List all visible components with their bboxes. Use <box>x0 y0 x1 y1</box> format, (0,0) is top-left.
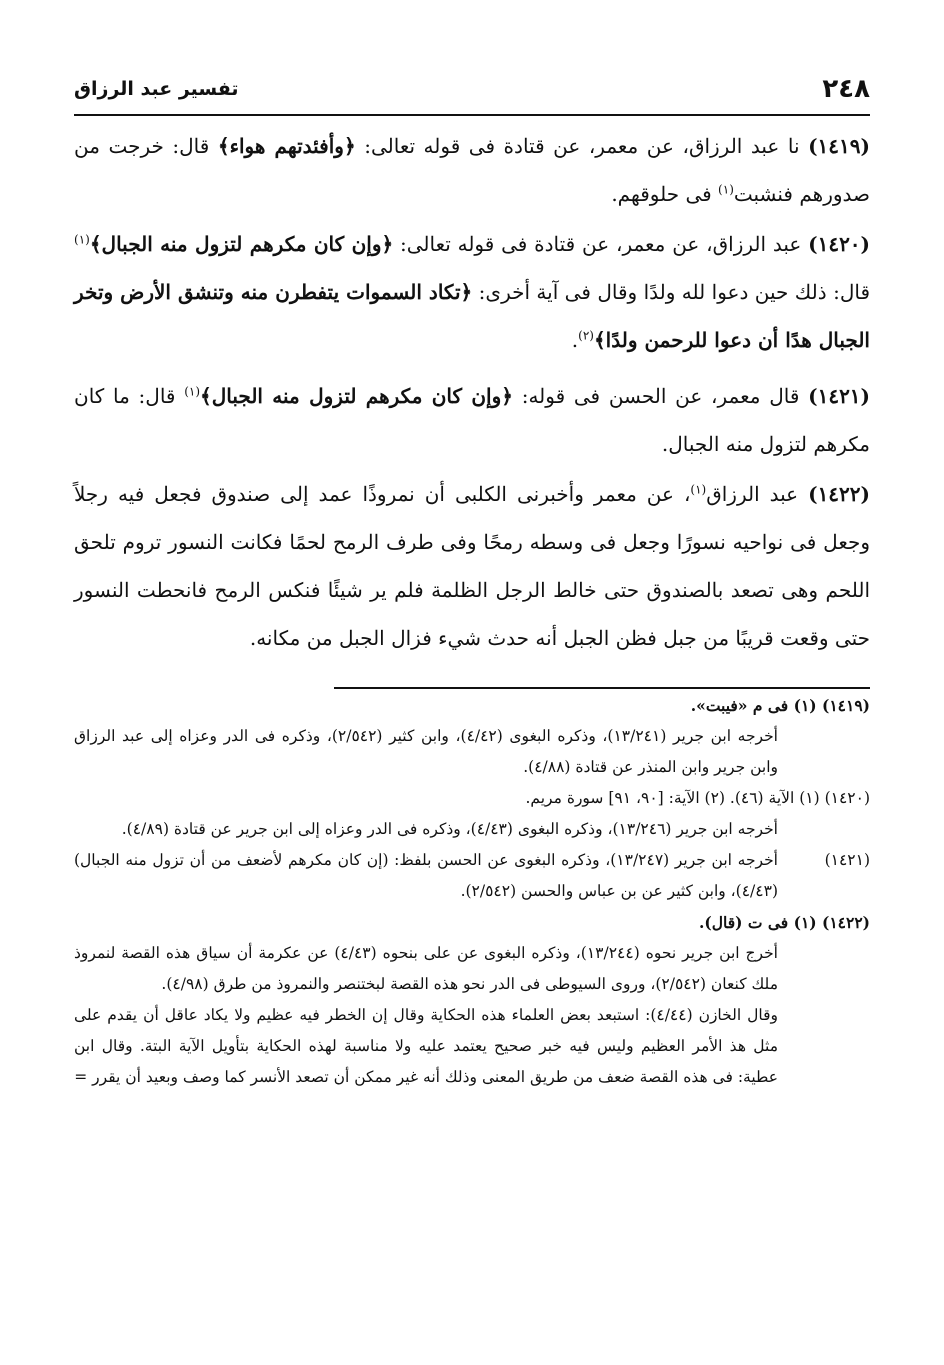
footnote-1421-body: أخرجه ابن جرير (١٣/٢٤٧)، وذكره البغوى عن الحسن بلفظ: (إن كان مكرهم لأضعف من أن تزول منه الجبال) (٤/٤٣)، وابن كثير عن بن عباس والحسن (٢/٥٤٢). <box>74 851 778 900</box>
footnote-1420-head: (١٤٢٠) (١) الآية (٤٦). (٢) الآية: [٩٠، ٩١] سورة مريم. <box>525 789 870 807</box>
entry-text: عبد الرزاق، عن معمر، عن قتادة فى قوله تعالى: <box>393 232 809 256</box>
entry-text: . <box>571 328 579 352</box>
footnote-1421-label: (١٤٢١) <box>824 851 870 869</box>
footnote-marker: (٢) <box>578 328 594 343</box>
footnotes-rule <box>334 687 870 689</box>
footnote-1419-body: أخرجه ابن جرير (١٣/٢٤١)، وذكره البغوى (٤/٤٢)، وابن كثير (٢/٥٤٢)، وذكره فى الدر وعزاه إلى عبد الرزاق وابن جرير وابن المنذر عن قتادة (٤/٨٨). <box>74 727 778 776</box>
quran-quote: ﴿تكاد السموات يتفطرن منه وتنشق الأرض وتخر الجبال هدًا أن دعوا للرحمن ولدًا﴾ <box>74 280 870 352</box>
footnote-1421 <box>74 845 870 907</box>
entry-number: (١٤٢١) <box>808 384 871 408</box>
footnote-marker: (١) <box>718 182 734 197</box>
running-title: تفسير عبد الرزاق <box>74 78 239 100</box>
entry-text: قال معمر، عن الحسن فى قوله: <box>513 384 809 408</box>
entry-text: قال: خرجت من صدورهم فنشبت <box>74 134 870 206</box>
entry-text: عبد الرزاق <box>706 482 809 506</box>
main-text <box>74 122 870 670</box>
page-header <box>74 72 870 112</box>
quran-quote: ﴿وإن كان مكرهم لتزول منه الجبال﴾ <box>89 232 394 256</box>
footnotes <box>74 690 870 1093</box>
entry-1419 <box>74 122 870 218</box>
footnote-1420-body: أخرجه ابن جرير (١٣/٢٤٦)، وذكره البغوى (٤/٤٣)، وذكره فى الدر وعزاه إلى ابن جرير عن قتادة (٤/٨٩). <box>121 820 778 838</box>
footnote-marker: (١) <box>690 482 707 497</box>
entry-text: قال: ذلك حين دعوا لله ولدًا وقال فى آية أخرى: <box>472 280 870 304</box>
entry-number: (١٤١٩) <box>808 134 870 158</box>
page-number: ٢٤٨ <box>822 74 870 104</box>
footnote-marker: (١) <box>74 232 90 247</box>
entry-1422 <box>74 470 870 662</box>
quran-quote: ﴿وأفئدتهم هواء﴾ <box>217 134 356 158</box>
header-rule <box>74 114 870 116</box>
entry-number: (١٤٢٠) <box>808 232 871 256</box>
entry-text: نا عبد الرزاق، عن معمر، عن قتادة فى قوله تعالى: <box>355 134 809 158</box>
quran-quote: ﴿وإن كان مكرهم لتزول منه الجبال﴾ <box>200 384 513 408</box>
entry-text: ، عن معمر وأخبرنى الكلبى أن نمروذًا عمد إلى صندوق فجعل فيه رجلاً وجعل فى نواحيه نسورًا وجعل فى وسطه رمحًا وفى طرف الرمح لحمًا فكانت النسور تروم تلحق اللحم وهى تصعد بالصندوق حتى خالط الرجل الظلمة فلم ير شيئًا فنكس الرمح فانحطت النسور حتى وقعت قريبًا من جبل فظن الجبل أنه حدث شيء فزال الجبل من مكانه. <box>74 482 870 650</box>
entry-1420 <box>74 220 870 364</box>
footnote-1419-head: (١٤١٩) (١) فى م «فيبت». <box>690 696 870 715</box>
entry-1421 <box>74 372 870 468</box>
footnote-1422-body: أخرج ابن جرير نحوه (١٣/٢٤٤)، وذكره البغوى عن على بنحوه (٤/٤٣) عن عكرمة أن سياق هذه القصة لنمروذ ملك كنعان (٢/٥٤٢)، وروى السيوطى فى الدر نحو هذه القصة لبختنصر والنمروذ من طرق (٤/٩٨). <box>74 944 778 993</box>
entry-text: فى حلوقهم. <box>611 182 719 206</box>
footnote-1422-head: (١٤٢٢) (١) فى ت (قال). <box>699 913 870 932</box>
entry-number: (١٤٢٢) <box>808 482 870 506</box>
footnote-marker: (١) <box>184 384 201 399</box>
entry-text: قال: ما كان مكرهم لتزول منه الجبال. <box>74 384 870 456</box>
footnote-1422-commentary: وقال الخازن (٤/٤٤): استبعد بعض العلماء هذه الحكاية وقال إن الخطر فيه عظيم ولا يكاد عاقل أن يقدم على مثل هذ الأمر العظيم وليس فيه خبر صحيح يعتمد عليه ولا مناسبة لهذه الحكاية بتأويل الآية البتة. وقال ابن عطية: فى هذه القصة ضعف من طريق المعنى وذلك أنه غير ممكن أن تصعد الأنسر كما وصف وبعيد أن يقرر = <box>74 1006 779 1086</box>
